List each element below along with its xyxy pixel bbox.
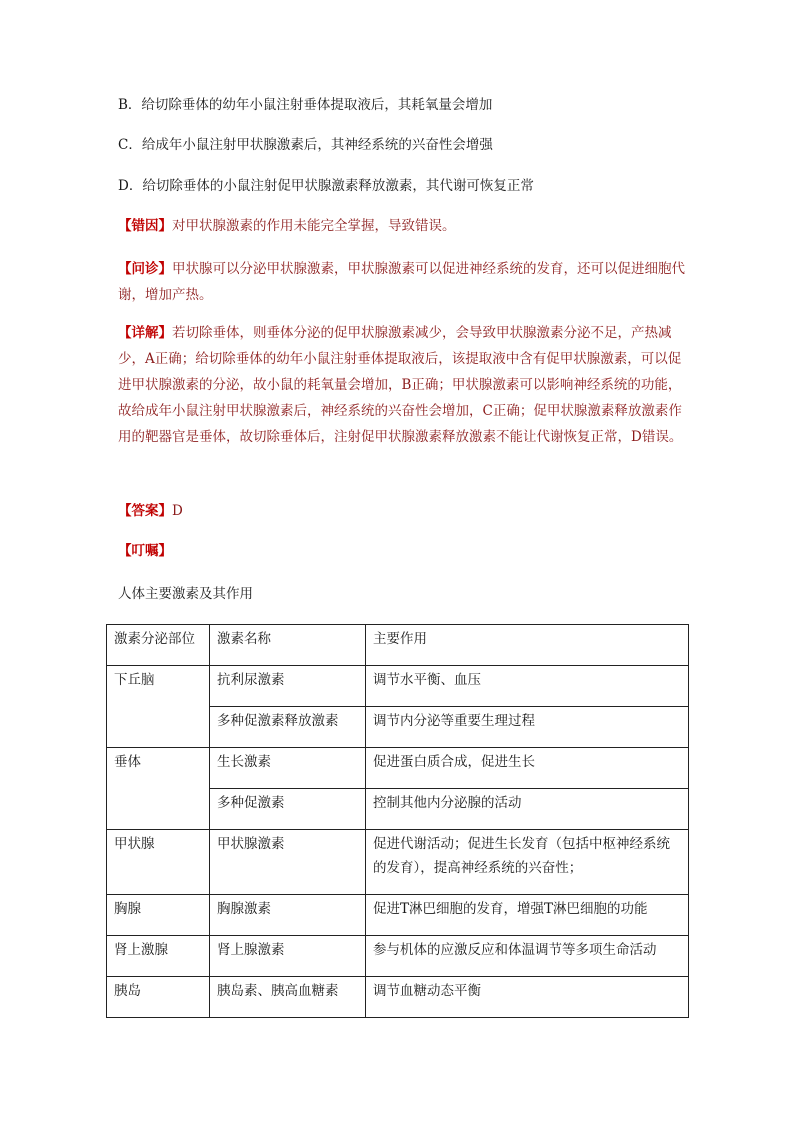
answer-text: D [172,503,183,519]
explanation-tag: 【详解】 [118,325,172,341]
hormone-table [106,624,689,1018]
option-d: D．给切除垂体的小鼠注射促甲状腺激素释放激素，其代谢可恢复正常 [118,178,534,194]
table-cell: 生长激素 [210,748,366,789]
table-cell: 胰岛 [107,977,210,1018]
answer-section [118,498,688,524]
table-cell: 肾上腺激素 [210,936,366,977]
table-row [107,977,689,1018]
table-cell: 多种促激素 [210,789,366,830]
table-cell: 胸腺激素 [210,895,366,936]
table-row [107,748,689,789]
reminder-section [118,538,688,564]
table-cell: 甲状腺激素 [210,830,366,895]
table-cell: 抗利尿激素 [210,666,366,707]
diagnosis-tag: 【问诊】 [118,261,172,277]
table-cell: 下丘脑 [107,666,210,748]
table-cell: 促进蛋白质合成，促进生长 [366,748,689,789]
table-row [107,666,689,707]
table-cell: 控制其他内分泌腺的活动 [366,789,689,830]
diagnosis-text: 甲状腺可以分泌甲状腺激素，甲状腺激素可以促进神经系统的发育，还可以促进细胞代谢，增加产热。 [118,261,685,303]
table-cell: 甲状腺 [107,830,210,895]
table-cell: 垂体 [107,748,210,830]
table-row [107,936,689,977]
table-cell: 促进代谢活动；促进生长发育（包括中枢神经系统的发育），提高神经系统的兴奋性； [366,830,689,895]
table-row [107,895,689,936]
header-cell: 激素分泌部位 [107,625,210,666]
option-b: B．给切除垂体的幼年小鼠注射垂体提取液后，其耗氧量会增加 [118,97,493,113]
error-cause-text: 对甲状腺激素的作用未能完全掌握，导致错误。 [172,218,456,234]
table-cell: 调节水平衡、血压 [366,666,689,707]
table-cell: 肾上激腺 [107,936,210,977]
option-c: C．给成年小鼠注射甲状腺激素后，其神经系统的兴奋性会增强 [118,137,493,153]
table-cell: 调节内分泌等重要生理过程 [366,707,689,748]
answer-tag: 【答案】 [118,503,172,519]
table-cell: 调节血糖动态平衡 [366,977,689,1018]
explanation-text: 若切除垂体，则垂体分泌的促甲状腺激素减少，会导致甲状腺激素分泌不足，产热减少，A正确；给切除垂体的幼年小鼠注射垂体提取液后，该提取液中含有促甲状腺激素，可以促进甲状腺激素的分泌，故小鼠的耗氧量会增加，B正确；甲状腺激素可以影响神经系统的功能，故给成年小鼠注射甲状腺激素后，神经系统的兴奋性会增加，C正确；促甲状腺激素释放激素作用的靶器官是垂体，故切除垂体后，注射促甲状腺激素释放激素不能让代谢恢复正常，D错误。 [118,325,683,445]
table-cell: 胸腺 [107,895,210,936]
error-cause-tag: 【错因】 [118,218,172,234]
header-cell: 主要作用 [366,625,689,666]
table-header-row [107,625,689,666]
table-cell: 促进T淋巴细胞的发育，增强T淋巴细胞的功能 [366,895,689,936]
table-row [107,830,689,895]
explanation-section [118,320,688,450]
table-cell: 胰岛素、胰高血糖素 [210,977,366,1018]
error-cause-section [118,213,688,239]
reminder-tag: 【叮嘱】 [118,543,172,559]
table-cell: 参与机体的应激反应和体温调节等多项生命活动 [366,936,689,977]
diagnosis-section [118,256,688,308]
table-cell: 多种促激素释放激素 [210,707,366,748]
header-cell: 激素名称 [210,625,366,666]
table-title: 人体主要激素及其作用 [118,586,253,602]
